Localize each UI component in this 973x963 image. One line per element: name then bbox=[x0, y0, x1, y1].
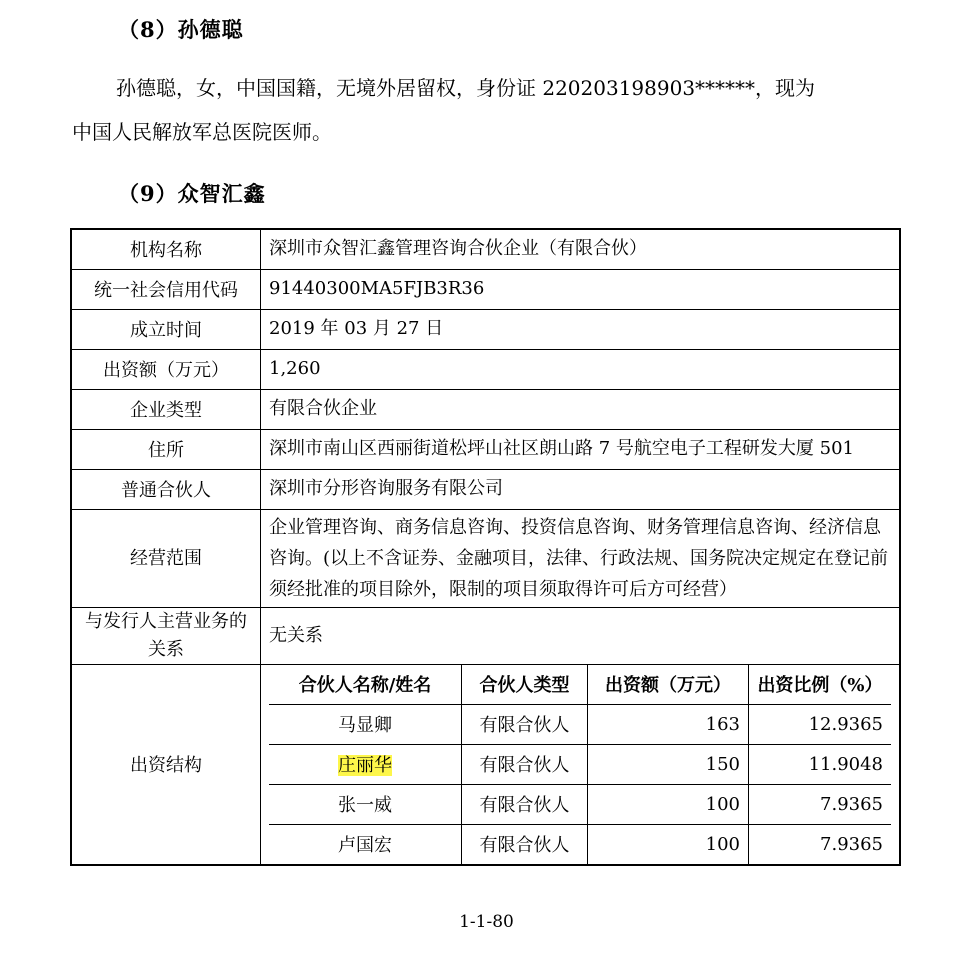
entity-info-table bbox=[70, 228, 901, 866]
row-key: 住所 bbox=[71, 429, 261, 469]
table-row bbox=[269, 784, 891, 824]
highlighted-name: 庄丽华 bbox=[338, 755, 392, 776]
row-business-scope bbox=[71, 509, 900, 607]
table-row bbox=[269, 744, 891, 784]
row-key: 统一社会信用代码 bbox=[71, 269, 261, 309]
row-key: 出资额（万元） bbox=[71, 349, 261, 389]
person-description-line1: 孙德聪，女，中国国籍，无境外居留权，身份证 220203198903******，现为 bbox=[116, 76, 816, 100]
table-row bbox=[269, 824, 891, 864]
partner-name: 马显卿 bbox=[269, 704, 462, 744]
partner-name: 卢国宏 bbox=[269, 824, 462, 864]
row-established-date bbox=[71, 309, 900, 349]
partners-cell bbox=[261, 664, 901, 865]
row-key: 经营范围 bbox=[71, 509, 261, 607]
partners-header-row bbox=[269, 665, 891, 705]
section-heading-9: （9）众智汇鑫 bbox=[118, 181, 266, 206]
row-value: 91440300MA5FJB3R36 bbox=[261, 269, 901, 309]
row-value: 2019 年 03 月 27 日 bbox=[261, 309, 901, 349]
partner-ratio: 7.9365 bbox=[749, 824, 892, 864]
partner-type: 有限合伙人 bbox=[462, 744, 588, 784]
row-value: 深圳市南山区西丽街道松坪山社区朗山路 7 号航空电子工程研发大厦 501 bbox=[261, 429, 901, 469]
row-key: 企业类型 bbox=[71, 389, 261, 429]
row-key: 与发行人主营业务的关系 bbox=[71, 607, 261, 664]
row-credit-code bbox=[71, 269, 900, 309]
partner-type: 有限合伙人 bbox=[462, 704, 588, 744]
row-entity-name bbox=[71, 229, 900, 269]
row-value: 企业管理咨询、商务信息咨询、投资信息咨询、财务管理信息咨询、经济信息咨询。(以上不含证券、金融项目，法律、行政法规、国务院决定规定在登记前须经批准的项目除外，限制的项目须取得许可后方可经营） bbox=[261, 509, 901, 607]
person-description bbox=[72, 66, 904, 154]
row-capital bbox=[71, 349, 900, 389]
partner-ratio: 12.9365 bbox=[749, 704, 892, 744]
page-number: 1-1-80 bbox=[459, 912, 514, 932]
row-key: 出资结构 bbox=[71, 664, 261, 865]
row-value: 深圳市众智汇鑫管理咨询合伙企业（有限合伙） bbox=[261, 229, 901, 269]
partner-amount: 163 bbox=[588, 704, 749, 744]
column-header: 合伙人名称/姓名 bbox=[269, 665, 462, 705]
row-entity-type bbox=[71, 389, 900, 429]
partner-name: 张一威 bbox=[269, 784, 462, 824]
row-relation bbox=[71, 607, 900, 664]
row-key: 普通合伙人 bbox=[71, 469, 261, 509]
person-description-line2: 中国人民解放军总医院医师。 bbox=[72, 120, 332, 144]
partners-table bbox=[269, 665, 891, 864]
partner-amount: 100 bbox=[588, 824, 749, 864]
row-value: 有限合伙企业 bbox=[261, 389, 901, 429]
column-header: 合伙人类型 bbox=[462, 665, 588, 705]
partner-amount: 150 bbox=[588, 744, 749, 784]
column-header: 出资比例（%） bbox=[749, 665, 892, 705]
row-key: 成立时间 bbox=[71, 309, 261, 349]
section-heading-8: （8）孙德聪 bbox=[118, 17, 244, 42]
row-value: 1,260 bbox=[261, 349, 901, 389]
partner-ratio: 7.9365 bbox=[749, 784, 892, 824]
row-value: 无关系 bbox=[261, 607, 901, 664]
partner-name bbox=[269, 744, 462, 784]
row-value: 深圳市分形咨询服务有限公司 bbox=[261, 469, 901, 509]
row-general-partner bbox=[71, 469, 900, 509]
partner-amount: 100 bbox=[588, 784, 749, 824]
row-key: 机构名称 bbox=[71, 229, 261, 269]
column-header: 出资额（万元） bbox=[588, 665, 749, 705]
row-address bbox=[71, 429, 900, 469]
table-row bbox=[269, 704, 891, 744]
partner-type: 有限合伙人 bbox=[462, 824, 588, 864]
partner-ratio: 11.9048 bbox=[749, 744, 892, 784]
partner-type: 有限合伙人 bbox=[462, 784, 588, 824]
row-capital-structure bbox=[71, 664, 900, 865]
